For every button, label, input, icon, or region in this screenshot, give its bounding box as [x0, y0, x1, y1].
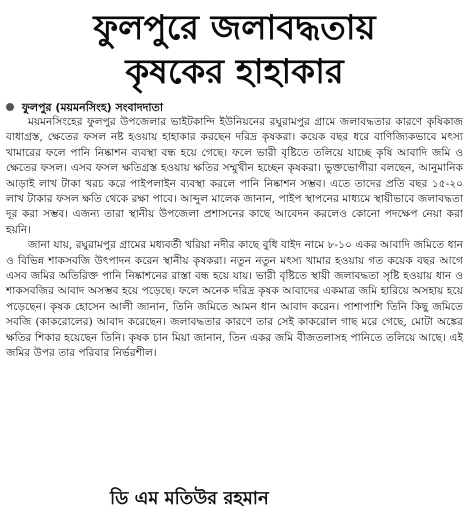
article-body [6, 115, 463, 362]
byline [6, 100, 459, 115]
bullet-icon [6, 103, 14, 111]
headline-line-1: ফুলপুরে জলাবদ্ধতায় [93, 8, 376, 48]
headline [0, 0, 469, 94]
article-paragraph-2: জানা যায়, রঘুরামপুর গ্রামের মধ্যবর্তী খরিয়া নদীর কাছে বুধি বাইদ নামে ৮-১০ একর আবাদি জমিতে ধান ও বিভিন্ন শাকসবজি উৎপাদন করেন স্থানীয় কৃষকরা। নতুন নতুন মৎস্য খামার হওয়ায় গত কয়েক বছর আগে এসব জমির অতিরিক্ত পানি নিষ্কাশনের রাস্তা বন্ধ হয়ে যায়। ভারী বৃষ্টিতে স্থায়ী জলাবদ্ধতা সৃষ্টি হওয়ায় ধান ও শাকসবজির আবাদ অসম্ভব হয়ে পড়েছে। ফলে অনেক দরিদ্র কৃষক আবাদের একমাত্র জমি হারিয়ে অসহায় হয়ে পড়েছেন। কৃষক হোসেন আলী জানান, তিনি জমিতে আমন ধান আবাদ করেন। পাশাপাশি তিনি কিছু জমিতে সবজি (কাকরোলের) আবাদ করেছেন। জলাবদ্ধতার কারণে তার সেই কাকরোল গাছ মরে গেছে, মোটা অঙ্কের ক্ষতির শিকার হয়েছেন তিনি। কৃষক চান মিয়া জানান, তিন একর জমি বীজতলাসহ পানিতে তলিয়ে আছে। এই জমির উপর তার পরিবার নির্ভরশীল। [6, 239, 463, 360]
headline-line-2: কৃষকের হাহাকার [125, 52, 344, 92]
article-paragraph-1: ময়মনসিংহের ফুলপুর উপজেলার ভাইটকান্দি ইউনিয়নের রঘুরামপুর গ্রামে জলাবদ্ধতার কারণে কৃষিকাজ বাধাগ্রস্ত, ক্ষেতের ফসল নষ্ট হওয়ায় হাহাকার করছেন দরিদ্র কৃষকরা। কয়েক বছর ধরে বাণিজ্যিকভাবে মৎস্য খামারের ফলে পানি নিষ্কাশন ব্যবস্থা বন্ধ হয়ে গেছে। ফলে ভারী বৃষ্টিতে তলিয়ে যাচ্ছে কৃষি আবাদি জমি ও ক্ষেতের ফসল। এসব ফসল ক্ষতিগ্রস্ত হওয়ায় ক্ষতির সম্মুখীন হচ্ছেন কৃষকরা। ভুক্তভোগীরা বলছেন, আনুমানিক আড়াই লাখ টাকা খরচ করে পাইপলাইন ব্যবস্থা করলে পানি নিষ্কাশন সম্ভব। এতে তাদের প্রতি বছর ১৫-২০ লাখ টাকার ফসল ক্ষতি থেকে রক্ষা পাবে। আব্দুল মালেক জানান, পাইপ স্থাপনের মাধ্যমে স্থায়ীভাবে জলাবদ্ধতা দূর করা সম্ভব। এজন্য তারা স্থানীয় উপজেলা প্রশাসনের কাছে আবেদন করলেও কোনো পদক্ষেপ নেয়া করা হয়নি। [6, 116, 463, 236]
next-article-heading-fragment: ডি এম মতিউর রহমান [110, 488, 269, 509]
byline-text: ফুলপুর (ময়মনসিংহ) সংবাদদাতা [21, 101, 164, 114]
